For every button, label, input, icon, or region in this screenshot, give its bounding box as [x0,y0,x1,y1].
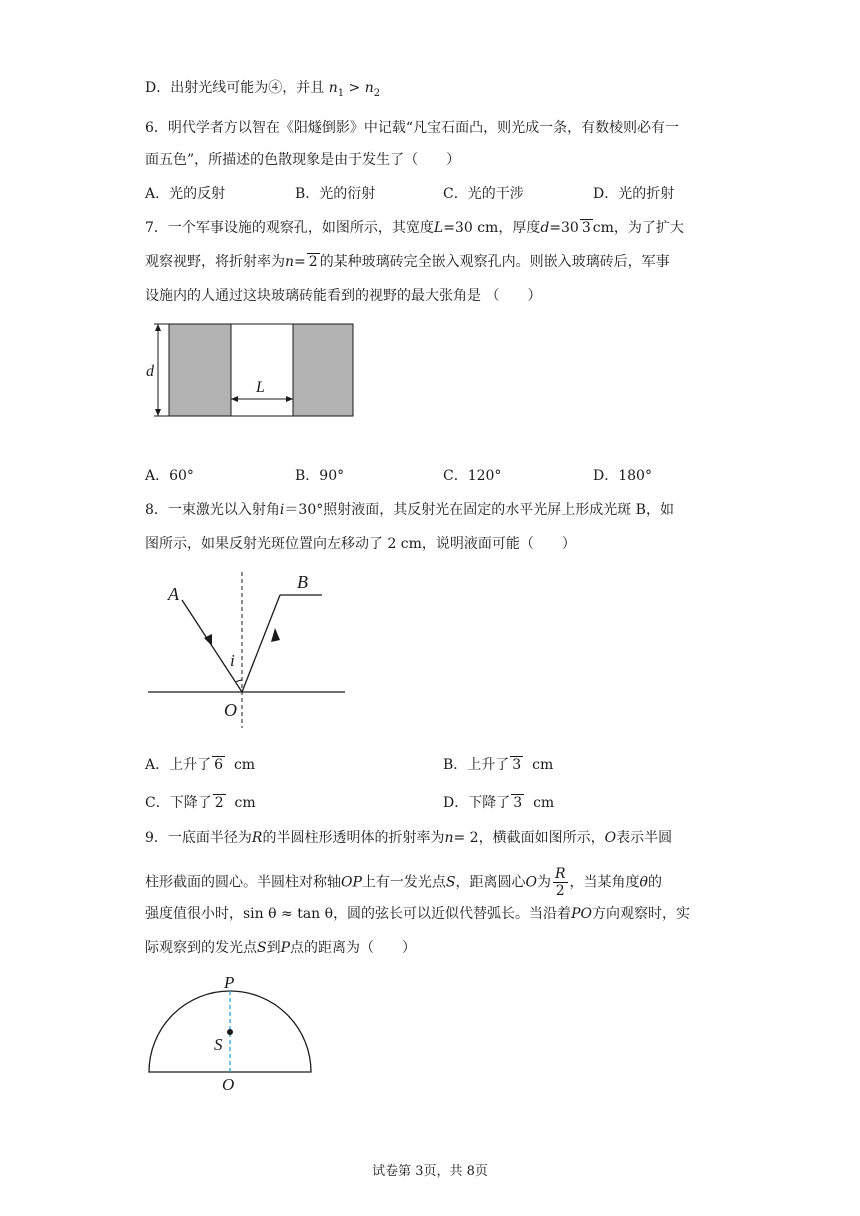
q7-stem-line3: 设施内的人通过这块玻璃砖能看到的视野的最大张角是 （ ） [145,288,542,304]
q8-label-A: A [168,584,179,604]
q8-label-O: O [224,700,237,720]
q8-label-B: B [297,572,308,592]
q7-label-L: L [256,379,265,396]
q8-stem-line1: 8．一束激光以入射角i＝30°照射液面，其反射光在固定的水平光屏上形成光斑 B，如 [145,502,674,518]
q8-option-d: D．下降了 3 cm [443,795,555,811]
q6-option-b: B．光的衍射 [295,186,376,202]
q8-label-i: i [230,651,235,670]
q8-stem-line2: 图所示，如果反射光斑位置向左移动了 2 cm，说明液面可能（ ） [145,536,576,552]
q6-option-c: C．光的干涉 [443,186,524,202]
q7-option-b: B．90° [295,468,345,484]
q8-option-c: C．下降了 2 cm [145,795,256,811]
q6-stem-line2: 面五色”，所描述的色散现象是由于发生了（ ） [145,152,461,168]
q7-label-d: d [146,363,154,380]
q8-option-a: A．上升了 6 cm [145,757,256,773]
q7-stem-line1: 7．一个军事设施的观察孔，如图所示，其宽度L=30 cm，厚度d=30 3 cm，为了扩大 [145,220,684,236]
q9-stem-line4: 际观察到的发光点S到P点的距离为（ ） [145,940,417,956]
q6-option-d: D．光的折射 [593,186,675,202]
q8-option-b: B．上升了 3 cm [443,757,554,773]
q7-stem-line2: 观察视野，将折射率为n= 2 的某种玻璃砖完全嵌入观察孔内。则嵌入玻璃砖后，军事 [145,254,670,270]
q6-option-a: A．光的反射 [145,186,226,202]
q9-fraction: $\frac{R}{2}$ [554,866,566,899]
q9-label-S: S [214,1035,223,1054]
q7-option-a: A．60° [145,468,194,484]
q5-option-d: D．出射光线可能为④，并且 $n_1 > n_2$ [145,80,381,99]
q8-reflection-figure [140,570,360,730]
q9-label-P: P [224,973,235,992]
q6-stem-line1: 6．明代学者方以智在《阳燧倒影》中记载“凡宝石面凸，则光成一条，有数棱则必有一 [145,120,680,136]
q9-stem-line1: 9．一底面半径为R的半圆柱形透明体的折射率为n= 2，横截面如图所示，O表示半圆 [145,830,673,846]
q9-semicylinder-figure [140,968,330,1098]
q9-label-O: O [222,1075,235,1094]
page-footer: 试卷第 3页，共 8页 [372,1164,488,1179]
q9-stem-line3: 强度值很小时，sin θ ≈ tan θ，圆的弦长可以近似代替弧长。当沿着PO方向观察时，实 [145,906,690,922]
q9-stem-line2: 柱形截面的圆心。半圆柱对称轴OP上有一发光点S，距离圆心O为 $\frac{R}{2}$ ，当某角度θ的 [145,866,662,899]
q7-observation-hole-figure [140,320,360,420]
q7-option-c: C．120° [443,468,502,484]
q7-option-d: D．180° [593,468,652,484]
